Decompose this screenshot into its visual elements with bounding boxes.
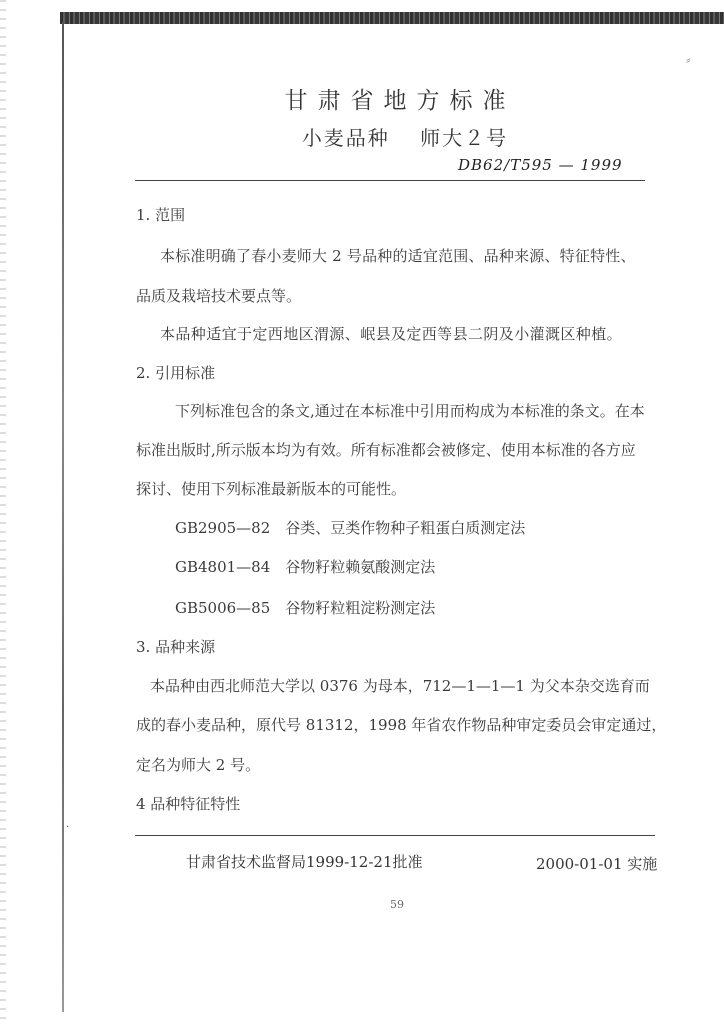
section-2-line-2: 标准出版时,所示版本均为有效。所有标准都会被修定、使用本标准的各方应 xyxy=(136,441,636,459)
section-4-heading: 4 品种特征特性 xyxy=(136,795,241,813)
reference-gb5006: GB5006—85 谷物籽粒粗淀粉测定法 xyxy=(175,599,436,617)
section-3-line-1: 本品种由西北师范大学以 0376 为母本，712—1—1—1 为父本杂交选育而 xyxy=(150,677,650,695)
section-3-line-2: 成的春小麦品种，原代号 81312，1998 年省农作物品种审定委员会审定通过， xyxy=(136,716,667,734)
scan-corner-mark: ⸗ xyxy=(686,52,691,68)
document-subtitle: 小麦品种 师大２号 xyxy=(301,126,509,150)
section-3-heading: 3. 品种来源 xyxy=(136,638,216,656)
reference-gb2905: GB2905—82 谷类、豆类作物种子粗蛋白质测定法 xyxy=(175,519,526,537)
margin-tick: · xyxy=(66,822,70,833)
section-1-line-2: 品质及栽培技术要点等。 xyxy=(136,287,302,305)
section-2-line-3: 探讨、使用下列标准最新版本的可能性。 xyxy=(136,480,407,498)
section-3-line-3: 定名为师大 2 号。 xyxy=(136,756,261,774)
binding-margin-line xyxy=(62,22,64,1012)
scan-left-edge xyxy=(0,0,6,1024)
section-1-heading: 1. 范围 xyxy=(136,206,186,224)
scan-top-edge xyxy=(60,12,724,24)
footer-rule xyxy=(135,835,655,836)
section-1-line-1: 本标准明确了春小麦师大 2 号品种的适宜范围、品种来源、特征特性、 xyxy=(160,247,636,265)
section-1-line-3: 本品种适宜于定西地区渭源、岷县及定西等县二阴及小灌溉区种植。 xyxy=(160,325,623,343)
section-2-line-1: 下列标准包含的条文,通过在本标准中引用而构成为本标准的条文。在本 xyxy=(175,402,645,420)
document-title: 甘肃省地方标准 xyxy=(284,88,516,114)
reference-gb4801: GB4801—84 谷物籽粒赖氨酸测定法 xyxy=(175,558,436,576)
approval-statement: 甘肃省技术监督局1999-12-21批准 xyxy=(186,853,423,871)
page-number: 59 xyxy=(390,898,404,911)
standard-code: DB62/T595 — 1999 xyxy=(458,156,623,174)
header-rule xyxy=(135,180,645,181)
effective-date: 2000-01-01 实施 xyxy=(536,855,658,873)
section-2-heading: 2. 引用标准 xyxy=(136,364,216,382)
